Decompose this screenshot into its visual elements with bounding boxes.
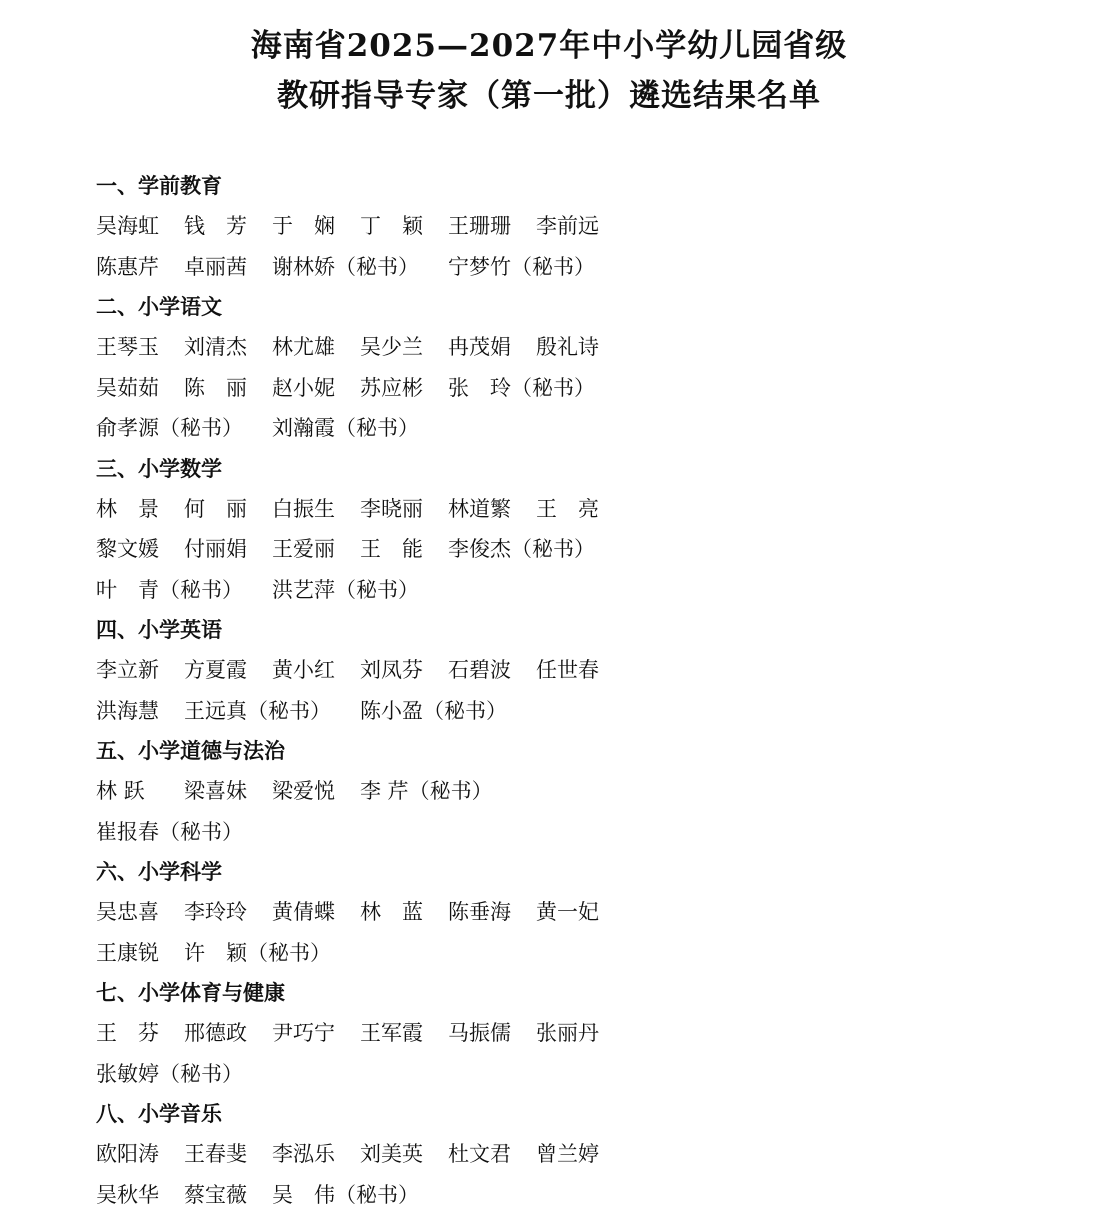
expert-name: 于 娴 [272,214,335,238]
name-row [96,1054,1056,1095]
expert-name: 吴少兰 [360,335,423,359]
expert-name: 许 颖（秘书） [184,940,331,965]
expert-name: 李泓乐 [272,1142,335,1166]
expert-name: 王 芬 [96,1021,159,1045]
expert-name: 张丽丹 [536,1021,599,1045]
expert-name: 李晓丽 [360,496,423,521]
expert-name: 王远真（秘书） [184,698,331,723]
expert-name: 陈惠芹 [96,254,159,279]
section-heading: 二、小学语文 [96,294,222,319]
section-heading: 六、小学科学 [96,859,222,884]
expert-name: 林 蓝 [360,900,423,924]
expert-name: 张 玲（秘书） [448,375,595,400]
expert-name: 崔报春（秘书） [96,819,243,844]
name-row [96,327,1056,368]
name-row [96,691,1056,732]
expert-name: 黎文媛 [96,537,159,561]
name-row [96,933,1056,974]
expert-name: 尹巧宁 [272,1021,335,1045]
expert-name: 洪艺萍（秘书） [272,577,419,602]
expert-name: 何 丽 [184,496,247,521]
expert-name: 王康锐 [96,940,159,965]
expert-name: 曾兰婷 [536,1142,599,1166]
expert-name: 梁喜妹 [184,779,247,803]
name-row [96,529,1056,570]
name-row [96,247,1056,288]
expert-name: 林道繁 [448,496,511,521]
expert-name: 马振儒 [448,1021,511,1045]
expert-name: 梁爱悦 [272,779,335,803]
expert-name: 殷礼诗 [536,335,599,359]
expert-name: 李玲玲 [184,900,247,924]
document-title-line-2: 教研指导专家（第一批）遴选结果名单 [277,78,821,114]
name-row [96,368,1056,409]
expert-name: 林尤雄 [272,335,335,359]
expert-name: 赵小妮 [272,375,335,400]
expert-name: 白振生 [272,496,335,521]
expert-name: 谢林娇（秘书） [272,254,419,279]
expert-name: 黄小红 [272,658,335,682]
expert-name: 俞孝源（秘书） [96,416,243,440]
expert-name: 黄一妃 [536,900,599,924]
expert-name: 洪海慧 [96,698,159,723]
name-row [96,408,1056,449]
name-row [96,1013,1056,1054]
expert-name: 邢德政 [184,1021,247,1045]
expert-name: 吴 伟（秘书） [272,1182,419,1207]
expert-name: 王珊珊 [448,214,511,238]
expert-name: 付丽娟 [184,537,247,561]
expert-name: 林 景 [96,496,159,521]
expert-name: 任世春 [536,658,599,682]
expert-name: 刘凤芬 [360,658,423,682]
expert-name: 刘瀚霞（秘书） [272,416,419,440]
expert-name: 李立新 [96,658,159,682]
name-row [96,1175,1056,1216]
expert-name: 欧阳涛 [96,1142,159,1166]
expert-name: 李前远 [536,214,599,238]
expert-name: 陈 丽 [184,375,247,400]
expert-name: 吴秋华 [96,1182,159,1207]
expert-name: 张敏婷（秘书） [96,1061,243,1086]
section-heading: 八、小学音乐 [96,1101,222,1126]
expert-name: 丁 颖 [360,214,423,238]
name-row [96,1134,1056,1175]
section-heading: 七、小学体育与健康 [96,980,285,1005]
expert-name: 钱 芳 [184,214,247,238]
document-title-line-1: 海南省2025—2027年中小学幼儿园省级 [250,28,848,64]
expert-name: 冉茂娟 [448,335,511,359]
expert-name: 王 亮 [536,496,599,521]
expert-name: 刘清杰 [184,335,247,359]
expert-name: 方夏霞 [184,658,247,682]
expert-list [96,166,1056,1215]
section-heading: 一、学前教育 [96,173,222,198]
expert-name: 杜文君 [448,1142,511,1166]
expert-name: 王军霞 [360,1021,423,1045]
expert-name: 王春斐 [184,1142,247,1166]
expert-name: 王爱丽 [272,537,335,561]
name-row [96,570,1056,611]
expert-name: 吴忠喜 [96,900,159,924]
section-heading: 三、小学数学 [96,455,222,481]
expert-name: 王琴玉 [96,335,159,359]
name-row [96,812,1056,853]
expert-name: 王 能 [360,537,423,561]
section-heading: 四、小学英语 [96,617,222,642]
name-row [96,771,1056,812]
expert-name: 吴海虹 [96,214,159,238]
expert-name: 吴茹茹 [96,375,159,400]
expert-name: 卓丽茜 [184,254,247,279]
section-heading: 五、小学道德与法治 [96,738,285,763]
expert-name: 宁梦竹（秘书） [448,254,595,279]
name-row [96,650,1056,691]
expert-name: 林 跃 [96,779,145,803]
expert-name: 蔡宝薇 [184,1182,247,1207]
name-row [96,489,1056,530]
expert-name: 陈垂海 [448,900,511,924]
expert-name: 李俊杰（秘书） [448,537,595,561]
expert-name: 黄倩蝶 [272,900,335,924]
name-row [96,206,1056,247]
expert-name: 刘美英 [360,1142,423,1166]
expert-name: 李 芹（秘书） [360,779,493,803]
name-row [96,892,1056,933]
expert-name: 石碧波 [448,658,511,682]
expert-name: 陈小盈（秘书） [360,698,507,723]
expert-name: 叶 青（秘书） [96,577,243,602]
expert-name: 苏应彬 [360,375,423,400]
